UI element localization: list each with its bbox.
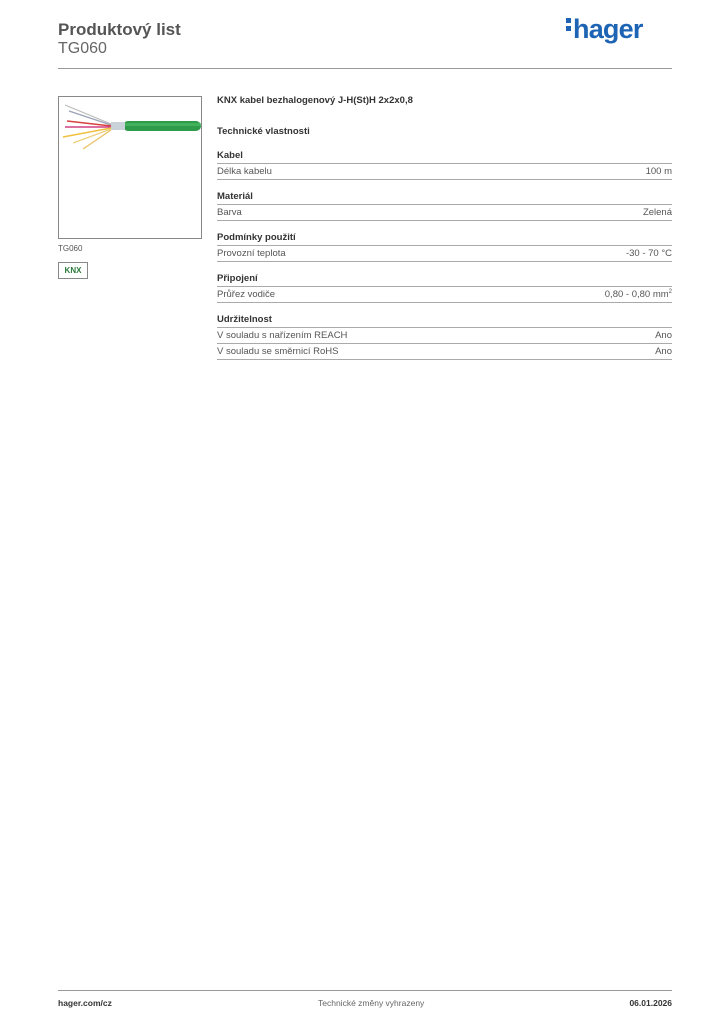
product-name: KNX kabel bezhalogenový J-H(St)H 2x2x0,8 [217,95,413,106]
spec-row [217,164,672,180]
group-title-conditions: Podmínky použití [217,232,672,246]
specifications [217,95,672,360]
logo-dots-icon [566,18,571,34]
header-divider [58,68,672,69]
image-caption: TG060 [58,244,83,253]
spec-value: Ano [655,346,672,358]
spec-value-number: 0,80 - 0,80 mm [604,289,669,301]
spec-row [217,246,672,262]
logo-text: hager [573,14,643,44]
product-image [58,96,202,239]
spec-label: Barva [217,207,242,218]
product-code: TG060 [58,40,107,57]
spec-row [217,205,672,221]
group-title-sustainability: Udržitelnost [217,314,672,328]
group-title-connection: Připojení [217,273,672,287]
group-title-kabel: Kabel [217,150,672,164]
spec-row [217,344,672,360]
spec-label: V souladu se směrnicí RoHS [217,346,339,358]
spec-label: Délka kabelu [217,166,272,177]
footer-date: 06.01.2026 [629,998,672,1008]
hager-logo [566,14,643,45]
spec-label: Průřez vodiče [217,289,276,300]
section-title: Technické vlastnosti [217,126,310,137]
group-title-material: Materiál [217,191,672,205]
spec-label: V souladu s nařízením REACH [217,330,348,342]
page-title: Produktový list [58,20,181,39]
spec-label: Provozní teplota [217,248,286,259]
spec-value: 100 m [645,166,672,177]
spec-value: Zelená [642,207,672,218]
spec-row [217,287,672,303]
footer-website-link[interactable]: hager.com/cz [58,998,112,1008]
knx-badge-icon: KNX [58,262,88,279]
spec-value: -30 - 70 °C [625,248,672,259]
spec-value-unit-superscript: 2 [668,289,672,295]
footer-note: Technické změny vyhrazeny [318,998,425,1008]
spec-value [605,289,672,300]
spec-value: Ano [655,330,672,342]
spec-row [217,328,672,344]
footer-divider [58,990,672,991]
cable-illustration-icon [59,97,201,238]
